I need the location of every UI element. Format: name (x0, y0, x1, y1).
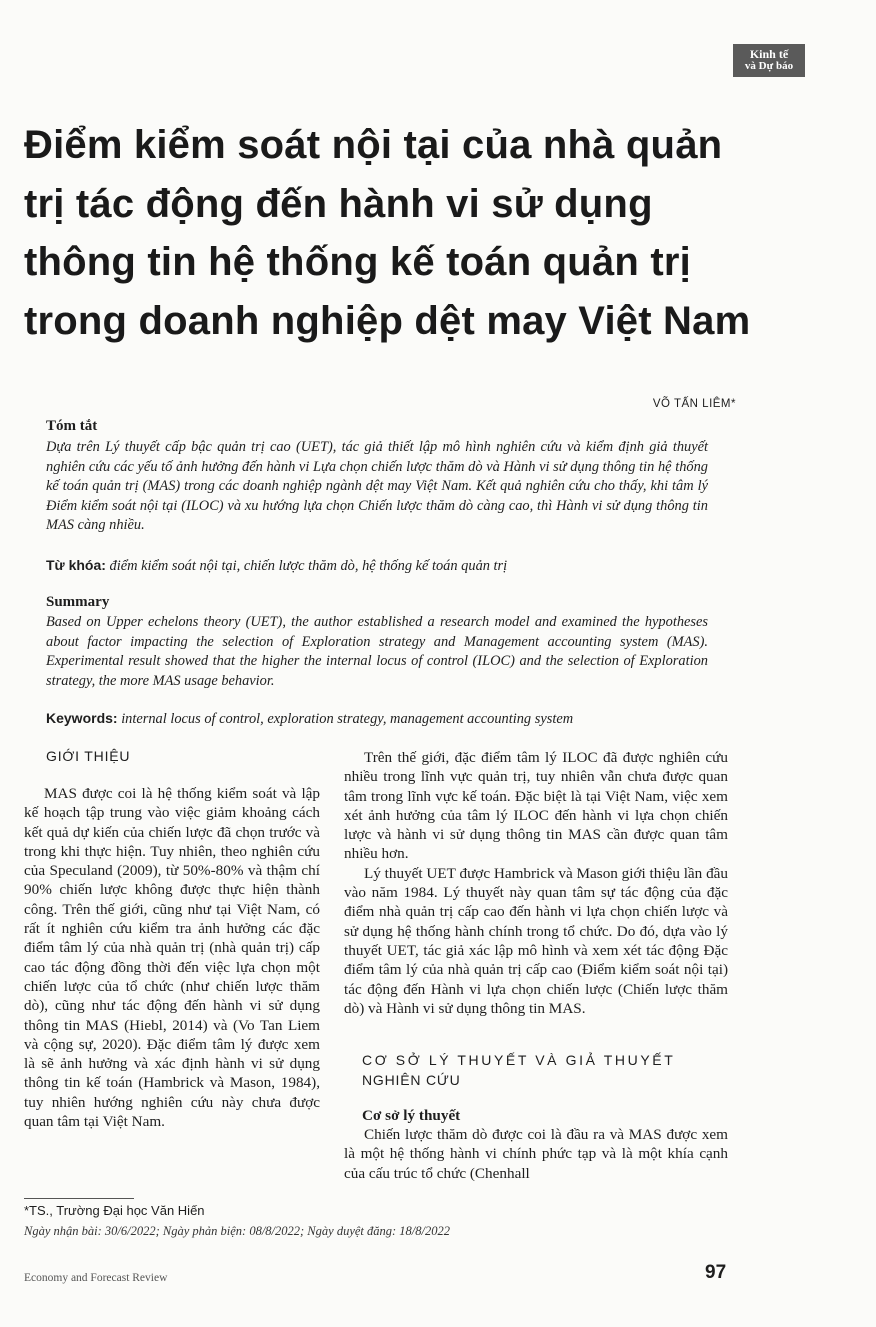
badge-line1: Kinh tế (749, 47, 789, 61)
keywords-en (46, 710, 726, 728)
theory-text (344, 1125, 728, 1183)
intro-paragraph-2: Trên thế giới, đặc điểm tâm lý ILOC đã được nghiên cứu nhiều trong lĩnh vực quản trị, tuy nhiên vẫn chưa được quan tâm trong lĩnh vực kế toán. Đặc biệt là tại Việt Nam, việc xem xét ảnh hưởng của tâm lý ILOC đến hành vi lựa chọn chiến lược và hành vi sử dụng thông tin MAS cần được quan tâm nhiều hơn. (344, 749, 728, 863)
footnote-divider (24, 1198, 134, 1199)
theory-subheading: Cơ sở lý thuyết (362, 1107, 461, 1124)
page-number: 97 (705, 1262, 727, 1283)
footnote-dates: Ngày nhận bài: 30/6/2022; Ngày phản biện: 08/8/2022; Ngày duyệt đăng: 18/8/2022 (24, 1224, 450, 1238)
right-column (344, 748, 728, 1018)
abstract-en-text: Based on Upper echelons theory (UET), the author established a research model and examined the hypotheses about factor impacting the selection of Exploration strategy and Management accounting system (MAS). Experimental result showed that the higher the internal locus of control (ILOC) and the selection of Exploration strategy, the more MAS usage behavior. (46, 614, 708, 689)
abstract-vi-text: Dựa trên Lý thuyết cấp bậc quản trị cao (UET), tác giả thiết lập mô hình nghiên cứu và kiểm định giả thuyết nghiên cứu các yếu tố ảnh hưởng đến hành vi Lựa chọn chiến lược thăm dò và Hành vi sử dụng thông tin hệ thống kế toán quản trị (MAS) trong các doanh nghiệp ngành dệt may Việt Nam. Kết quả nghiên cứu cho thấy, khi tâm lý Điểm kiểm soát nội tại (ILOC) và xu hướng lựa chọn Chiến lược thăm dò càng cao, thì Hành vi sử dụng thông tin MAS càng nhiều. (46, 439, 708, 533)
keywords-vi (46, 557, 726, 575)
theory-heading (362, 1050, 732, 1090)
journal-name: Economy and Forecast Review (24, 1272, 168, 1284)
keywords-en-value: internal locus of control, exploration strategy, management accounting system (121, 711, 574, 727)
keywords-vi-value: điểm kiểm soát nội tại, chiến lược thăm dò, hệ thống kế toán quản trị (109, 558, 508, 574)
intro-heading: GIỚI THIỆU (46, 748, 131, 764)
theory-heading-line1: CƠ SỞ LÝ THUYẾT VÀ GIẢ THUYẾT (362, 1052, 676, 1068)
keywords-en-label: Keywords: (46, 710, 118, 726)
author: VÕ TẤN LIÊM* (652, 398, 736, 410)
footnote-affiliation: *TS., Trường Đại học Văn Hiến (24, 1203, 205, 1218)
theory-heading-line2: NGHIÊN CỨU (362, 1072, 461, 1088)
theory-paragraph-1: Chiến lược thăm dò được coi là đầu ra và MAS được xem là một hệ thống hành vi chính phức tạp và là một khía cạnh của cấu trúc tổ chức (Chenhall (344, 1126, 728, 1182)
keywords-vi-label: Từ khóa: (46, 557, 106, 573)
badge-line2: và Dự báo (744, 60, 794, 72)
intro-paragraph-3: Lý thuyết UET được Hambrick và Mason giới thiệu lần đầu vào năm 1984. Lý thuyết này quan tâm sự tác động của đặc điểm nhà quản trị cấp cao đến hành vi lựa chọn chiến lược và sử dụng hệ thống hành chính trong tổ chức. Do đó, dựa vào lý thuyết UET, tác giả xác lập mô hình và xem xét tác động Đặc điểm tâm lý của nhà quản trị cấp cao (Điểm kiểm soát nội tại) tác động đến Hành vi lựa chọn chiến lược (Chiến lược thăm dò) và Hành vi sử dụng thông tin MAS. (344, 864, 728, 1017)
journal-badge (733, 44, 805, 77)
abstract-vi-heading: Tóm tắt (46, 418, 98, 434)
article-title: Điểm kiểm soát nội tại của nhà quản trị tác động đến hành vi sử dụng thông tin hệ thống kế toán quản trị trong doanh nghiệp dệt may Việt Nam (24, 123, 751, 343)
intro-paragraph-1: MAS được coi là hệ thống kiểm soát và lập kế hoạch tập trung vào việc giảm khoảng cách kết quả dự kiến của chiến lược đã chọn trước và trong khi thực hiện. Tuy nhiên, theo nghiên cứu của Speculand (2009), từ 50%-80% và thậm chí 90% chiến lược không được thực hiện thành công. Trên thế giới, cũng như tại Việt Nam, có rất ít nghiên cứu kiểm tra ảnh hưởng các đặc điểm tâm lý của nhà quản trị (nhà quản trị) cấp cao tác động đồng thời đến việc lựa chọn một chiến lược của tổ chức (như chiến lược thăm dò), cũng như tác động đến hành vi sử dụng thông tin MAS (Hiebl, 2014) và (Vo Tan Liem và cộng sự, 2020). Đặc điểm tâm lý được xem là sẽ ảnh hưởng và xác định hành vi sử dụng thông tin kế toán (Hambrick và Mason, 1984), tuy nhiên hướng nghiên cứu này chưa được quan tâm tại Việt Nam. (24, 785, 320, 1131)
abstract-en-heading: Summary (46, 594, 110, 610)
left-column (24, 784, 320, 1131)
